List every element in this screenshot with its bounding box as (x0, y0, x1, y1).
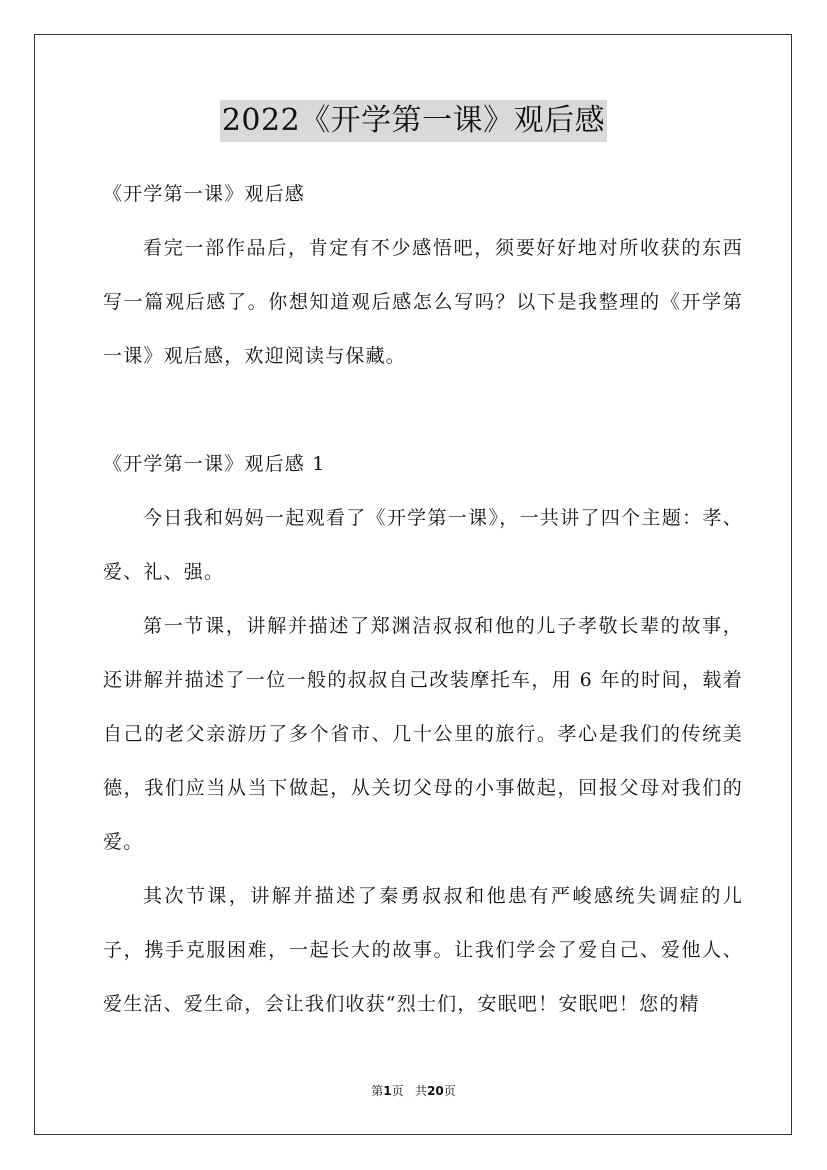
footer-total-prefix: 共 (415, 1084, 428, 1098)
footer-page-suffix: 页 (391, 1084, 404, 1098)
paragraph-second-lesson: 其次节课，讲解并描述了秦勇叔叔和他患有严峻感统失调症的儿子，携手克服困难，一起长大的故事。让我们学会了爱自己、爱他人、爱生活、爱生命，会让我们收获“烈士们，安眠吧！安眠吧！您的精 (103, 885, 743, 1015)
footer-page-prefix: 第 (371, 1084, 384, 1098)
section-heading-1: 《开学第一课》观后感 1 (103, 453, 326, 475)
page-footer (0, 1082, 827, 1099)
footer-page-number: 1 (383, 1084, 392, 1098)
intro-paragraph: 看完一部作品后，肯定有不少感悟吧，须要好好地对所收获的东西写一篇观后感了。你想知道观后感怎么写吗？以下是我整理的《开学第一课》观后感，欢迎阅读与保藏。 (103, 237, 743, 367)
document-title: 2022《开学第一课》观后感 (220, 100, 607, 142)
footer-total-suffix: 页 (443, 1084, 456, 1098)
section-heading-intro: 《开学第一课》观后感 (103, 183, 306, 205)
paragraph-first-lesson: 第一节课，讲解并描述了郑渊洁叔叔和他的儿子孝敬长辈的故事，还讲解并描述了一位一般的叔叔自己改装摩托车，用 6 年的时间，载着自己的老父亲游历了多个省市、几十公里的旅行。孝心是我们的传统美德，我们应当从当下做起，从关切父母的小事做起，回报父母对我们的爱。 (103, 615, 743, 853)
document-title-wrap (0, 100, 827, 142)
paragraph-themes: 今日我和妈妈一起观看了《开学第一课》，一共讲了四个主题：孝、爱、礼、强。 (103, 507, 743, 583)
footer-total-pages: 20 (427, 1084, 444, 1098)
